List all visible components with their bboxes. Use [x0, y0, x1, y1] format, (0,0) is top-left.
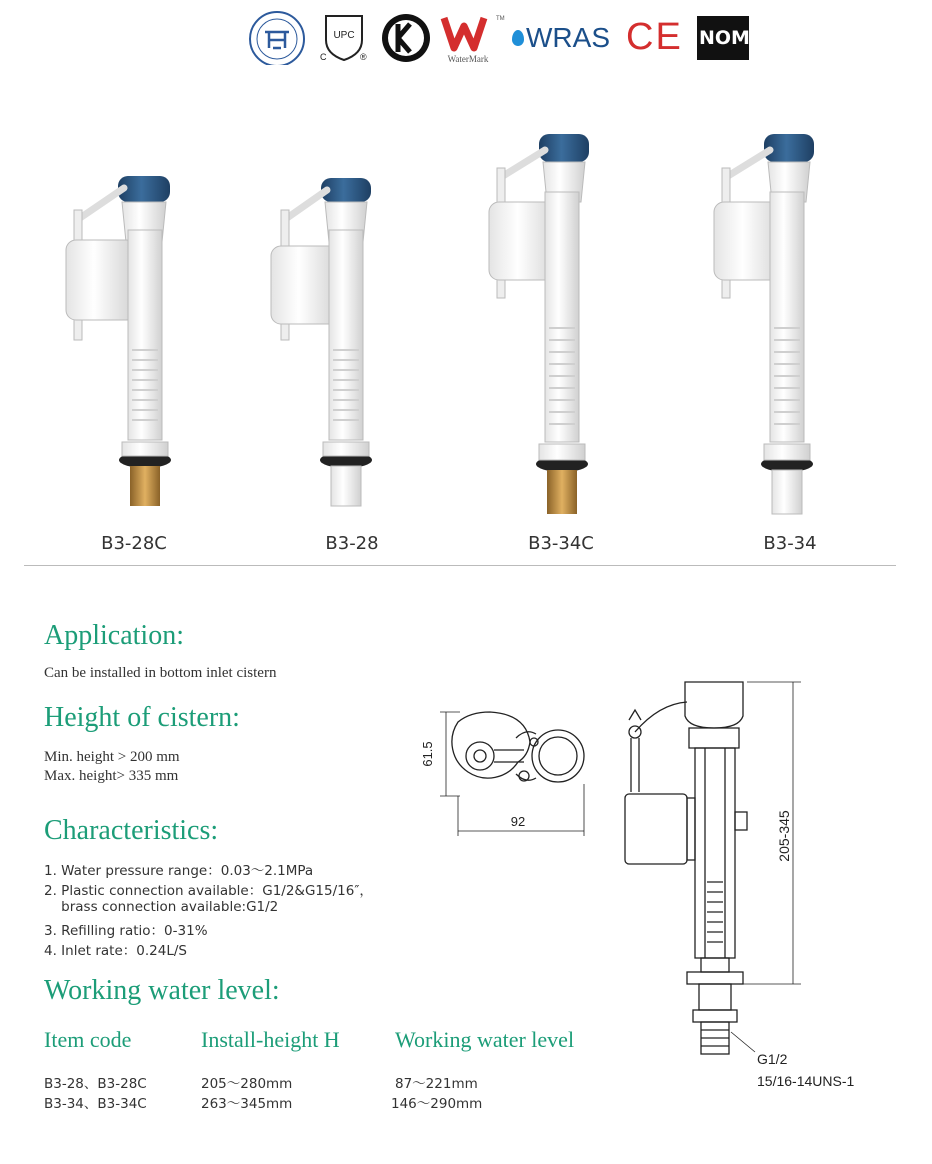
- cupc-c-text: C: [320, 52, 327, 62]
- characteristics-item: 4. Inlet rate：0.24L/S: [44, 943, 187, 959]
- kiwa-logo-icon: [380, 12, 432, 67]
- water-conservation-seal-icon: [248, 10, 306, 65]
- product-label-b3-34: B3-34: [763, 533, 817, 554]
- water-drop-icon: [512, 30, 524, 46]
- side-view-drawing: [615, 672, 825, 1102]
- product-image-b3-28c: [60, 170, 200, 520]
- top-view-drawing: [418, 700, 593, 840]
- row-item-code: B3-28、B3-28C: [44, 1076, 147, 1092]
- column-header-working-level: Working water level: [395, 1027, 575, 1052]
- cupc-r-text: ®: [360, 52, 367, 62]
- column-header-install-height: Install-height H: [201, 1027, 340, 1052]
- cupc-text: UPC: [333, 30, 355, 41]
- application-heading: Application:: [44, 620, 184, 651]
- height-heading: Height of cistern:: [44, 702, 240, 733]
- watermark-text: WaterMark: [447, 54, 489, 64]
- row-install-height: 263～345mm: [201, 1096, 293, 1112]
- product-image-b3-34: [710, 128, 850, 520]
- working-level-heading: Working water level:: [44, 975, 280, 1006]
- characteristics-item: 2. Plastic connection available：G1/2&G15/16″，: [44, 883, 373, 899]
- row-item-code: B3-34、B3-34C: [44, 1096, 147, 1112]
- product-label-b3-28: B3-28: [325, 533, 379, 554]
- column-header-item-code: Item code: [44, 1027, 132, 1052]
- product-image-b3-34c: [485, 128, 625, 520]
- product-label-b3-34c: B3-34C: [528, 533, 594, 554]
- characteristics-item: brass connection available:G1/2: [44, 899, 279, 915]
- product-label-b3-28c: B3-28C: [101, 533, 167, 554]
- watermark-tm-text: TM: [496, 16, 505, 22]
- dimension-height-label: 61.5: [420, 741, 435, 767]
- ce-logo: CE: [626, 16, 683, 58]
- row-install-height: 205～280mm: [201, 1076, 293, 1092]
- dimension-width-label: 92: [510, 814, 526, 829]
- height-min: Min. height > 200 mm: [44, 749, 180, 765]
- wras-logo: [512, 22, 610, 54]
- product-image-b3-28: [265, 170, 405, 520]
- row-water-level: 146～290mm: [391, 1096, 483, 1112]
- characteristics-item: 1. Water pressure range：0.03～2.1MPa: [44, 863, 314, 879]
- thread-label-g12: G1/2: [757, 1051, 788, 1067]
- row-water-level: 87～221mm: [395, 1076, 478, 1092]
- cupc-logo-icon: [318, 12, 370, 67]
- wras-text: WRAS: [526, 22, 610, 53]
- section-divider: [24, 565, 896, 566]
- height-max: Max. height> 335 mm: [44, 768, 179, 784]
- watermark-logo-icon: [440, 10, 506, 65]
- thread-label-uns: 15/16-14UNS-1: [757, 1073, 855, 1089]
- nom-logo: NOM: [697, 16, 749, 60]
- dimension-install-height-label: 205-345: [776, 810, 792, 862]
- characteristics-heading: Characteristics:: [44, 815, 219, 846]
- characteristics-item: 3. Refilling ratio：0-31%: [44, 923, 208, 939]
- application-text: Can be installed in bottom inlet cistern: [44, 665, 277, 681]
